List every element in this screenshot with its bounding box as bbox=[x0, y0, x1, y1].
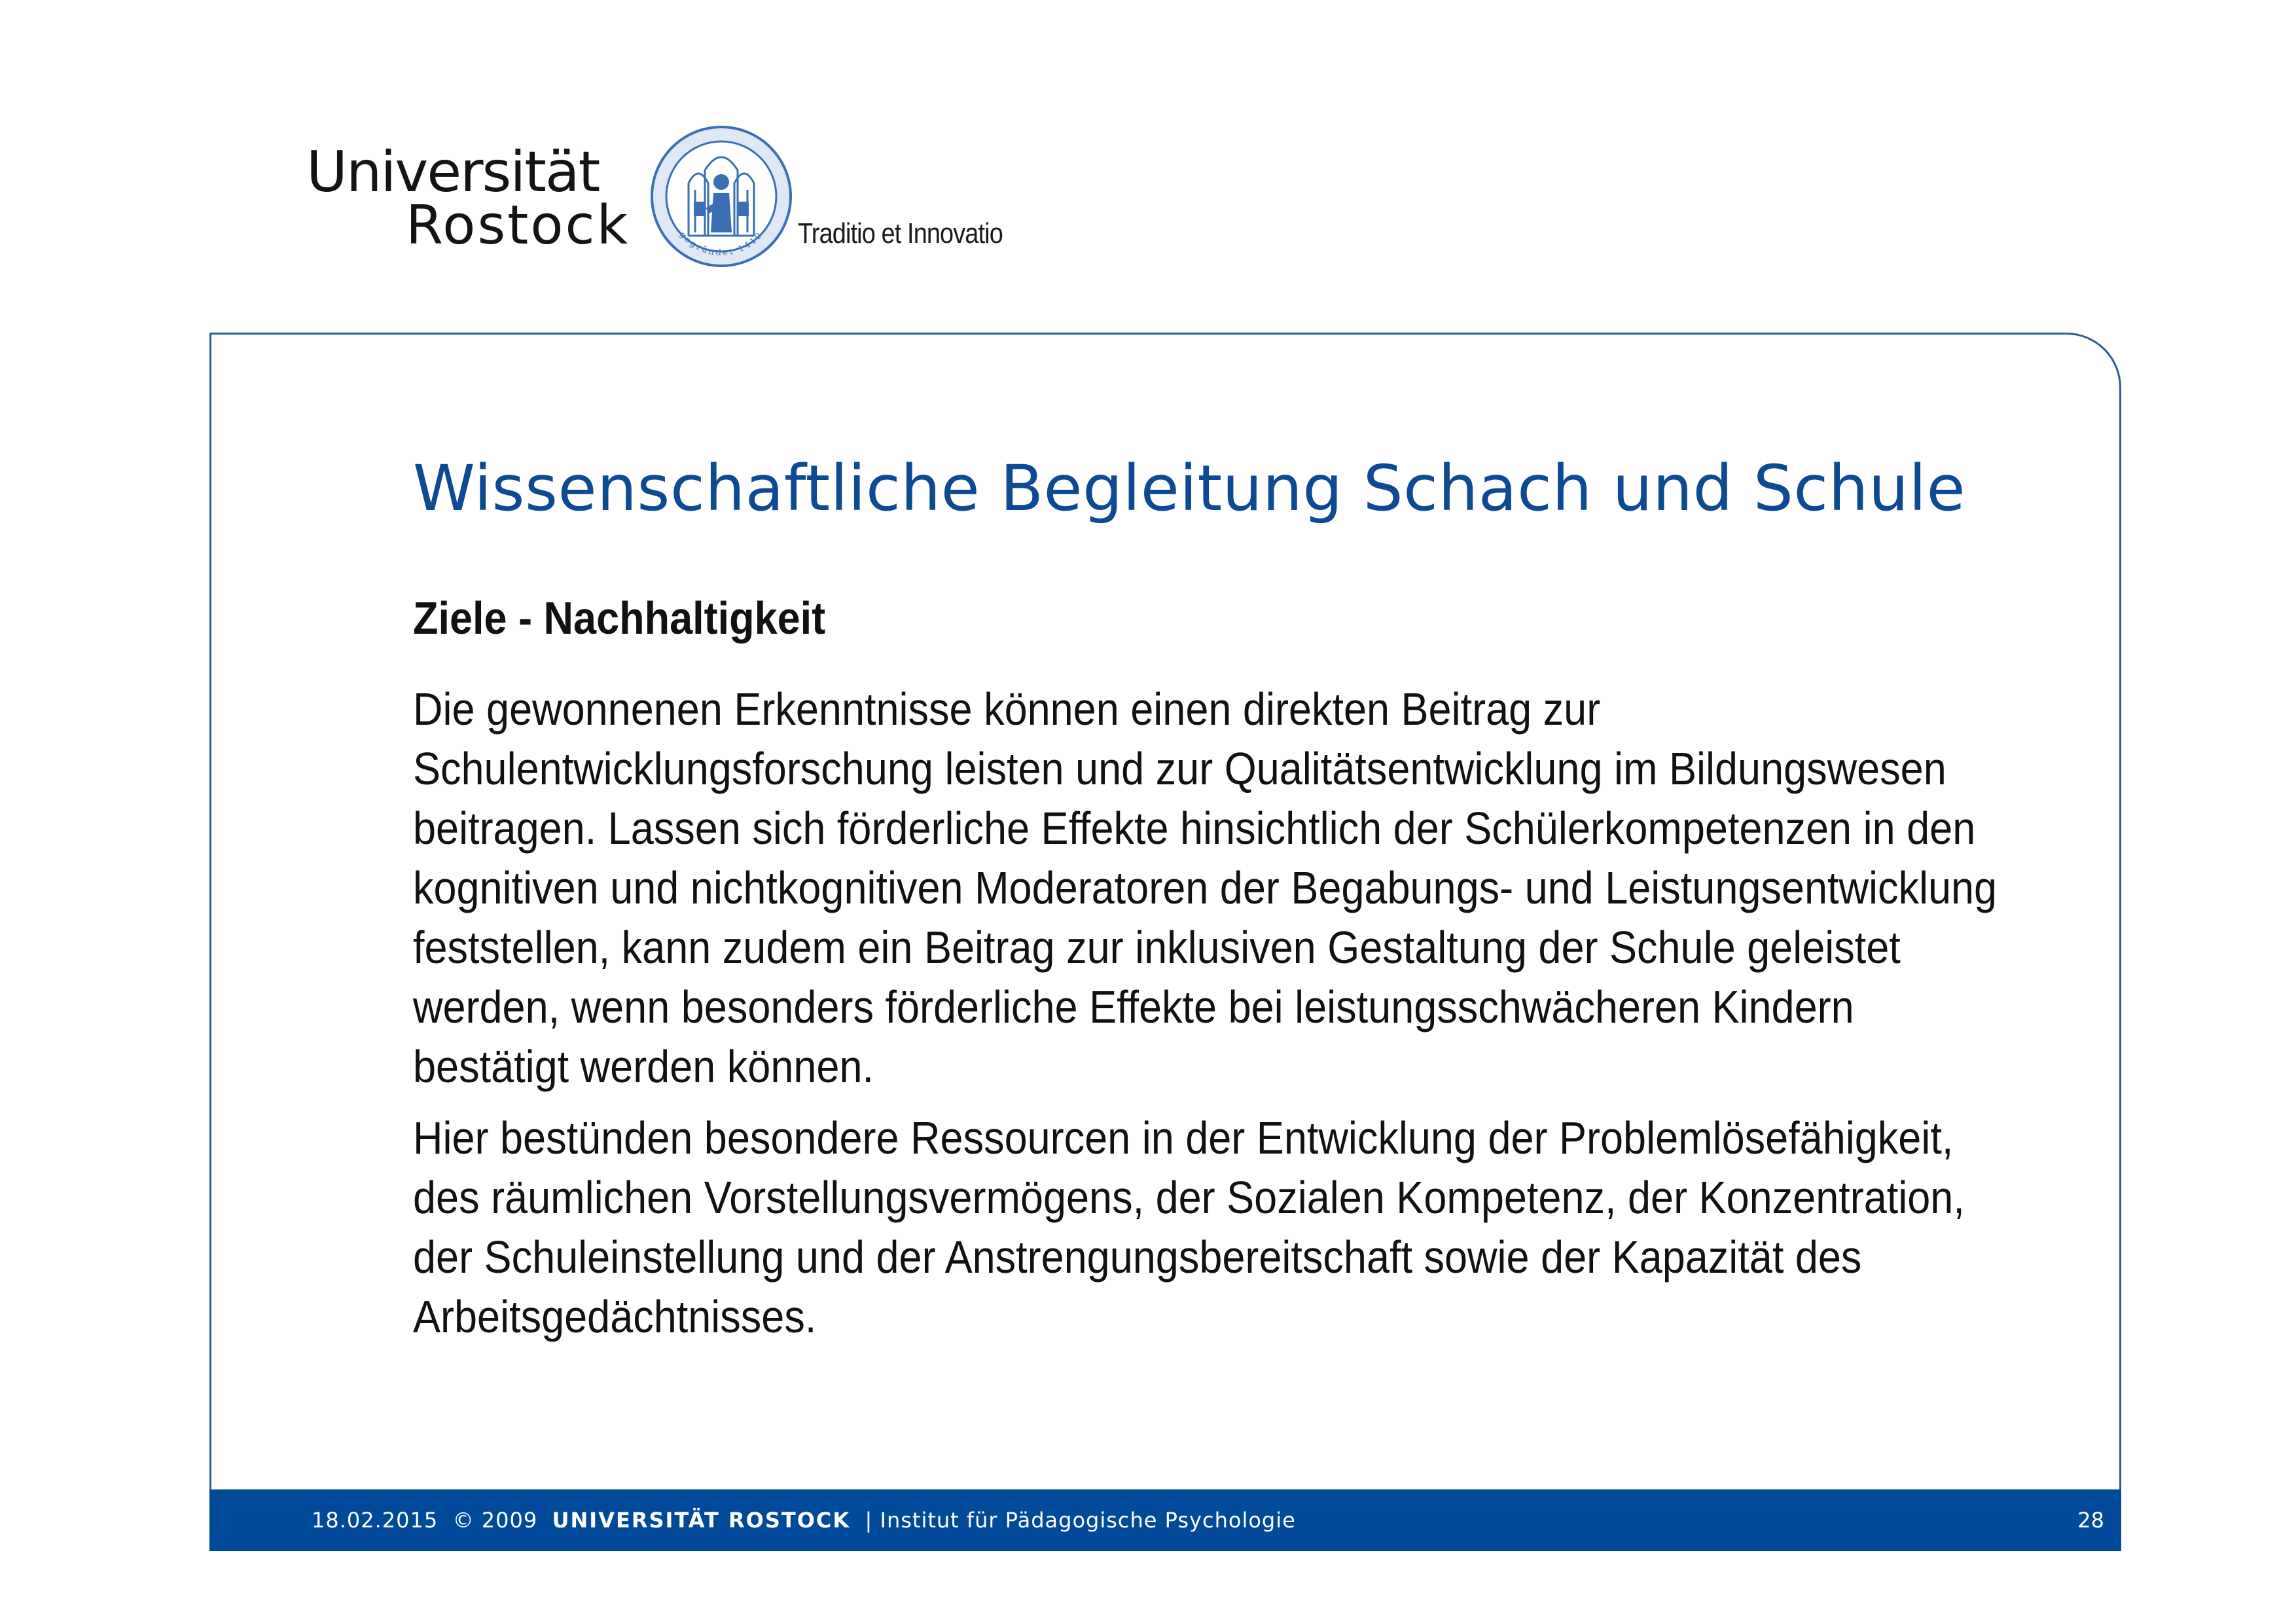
seal-ring-text: gegründet 1419 bbox=[677, 230, 766, 259]
slide-body bbox=[413, 680, 2003, 1359]
footer-institute: | Institut für Pädagogische Psychologie bbox=[865, 1508, 1296, 1533]
university-motto: Traditio et Innovatio bbox=[798, 217, 1003, 249]
footer-copyright: © 2009 bbox=[452, 1508, 538, 1533]
logo-line-rostock: Rostock bbox=[406, 194, 630, 257]
footer-info bbox=[312, 1508, 1296, 1533]
footer-date: 18.02.2015 bbox=[312, 1508, 439, 1533]
footer-university: UNIVERSITÄT ROSTOCK bbox=[552, 1508, 851, 1533]
university-logo bbox=[306, 124, 1059, 282]
university-seal-icon bbox=[649, 124, 793, 268]
page-number: 28 bbox=[2077, 1508, 2104, 1533]
logo-wordmark bbox=[306, 139, 647, 257]
footer-bar bbox=[209, 1489, 2121, 1551]
slide-title: Wissenschaftliche Begleitung Schach und Schule bbox=[413, 452, 1966, 525]
logo-line-universitaet: Universität bbox=[306, 139, 600, 205]
body-paragraph: Die gewonnenen Erkenntnisse können einen direkten Beitrag zur Schulentwicklungsforschung leisten und zur Qualitätsentwicklung im Bildungswesen beitragen. Lassen sich förderliche Effekte hinsichtlich der Schülerkompetenzen in den kognitiven und nichtkognitiven Moderatoren der Begabungs- und Leistungsentwicklung feststellen, kann zudem ein Beitrag zur inklusiven Gestaltung der Schule geleistet werden, wenn besonders förderliche Effekte bei leistungsschwächeren Kindern bestätigt werden können. bbox=[413, 684, 1998, 1092]
body-paragraph: Hier bestünden besondere Ressourcen in der Entwicklung der Problemlösefähigkeit, des räumlichen Vorstellungsvermögens, der Sozialen Kompetenz, der Konzentration, der Schuleinstellung und der Anstrengungsbereitschaft sowie der Kapazität des Arbeitsgedächtnisses. bbox=[413, 1112, 1965, 1342]
section-heading: Ziele - Nachhaltigkeit bbox=[413, 593, 826, 644]
